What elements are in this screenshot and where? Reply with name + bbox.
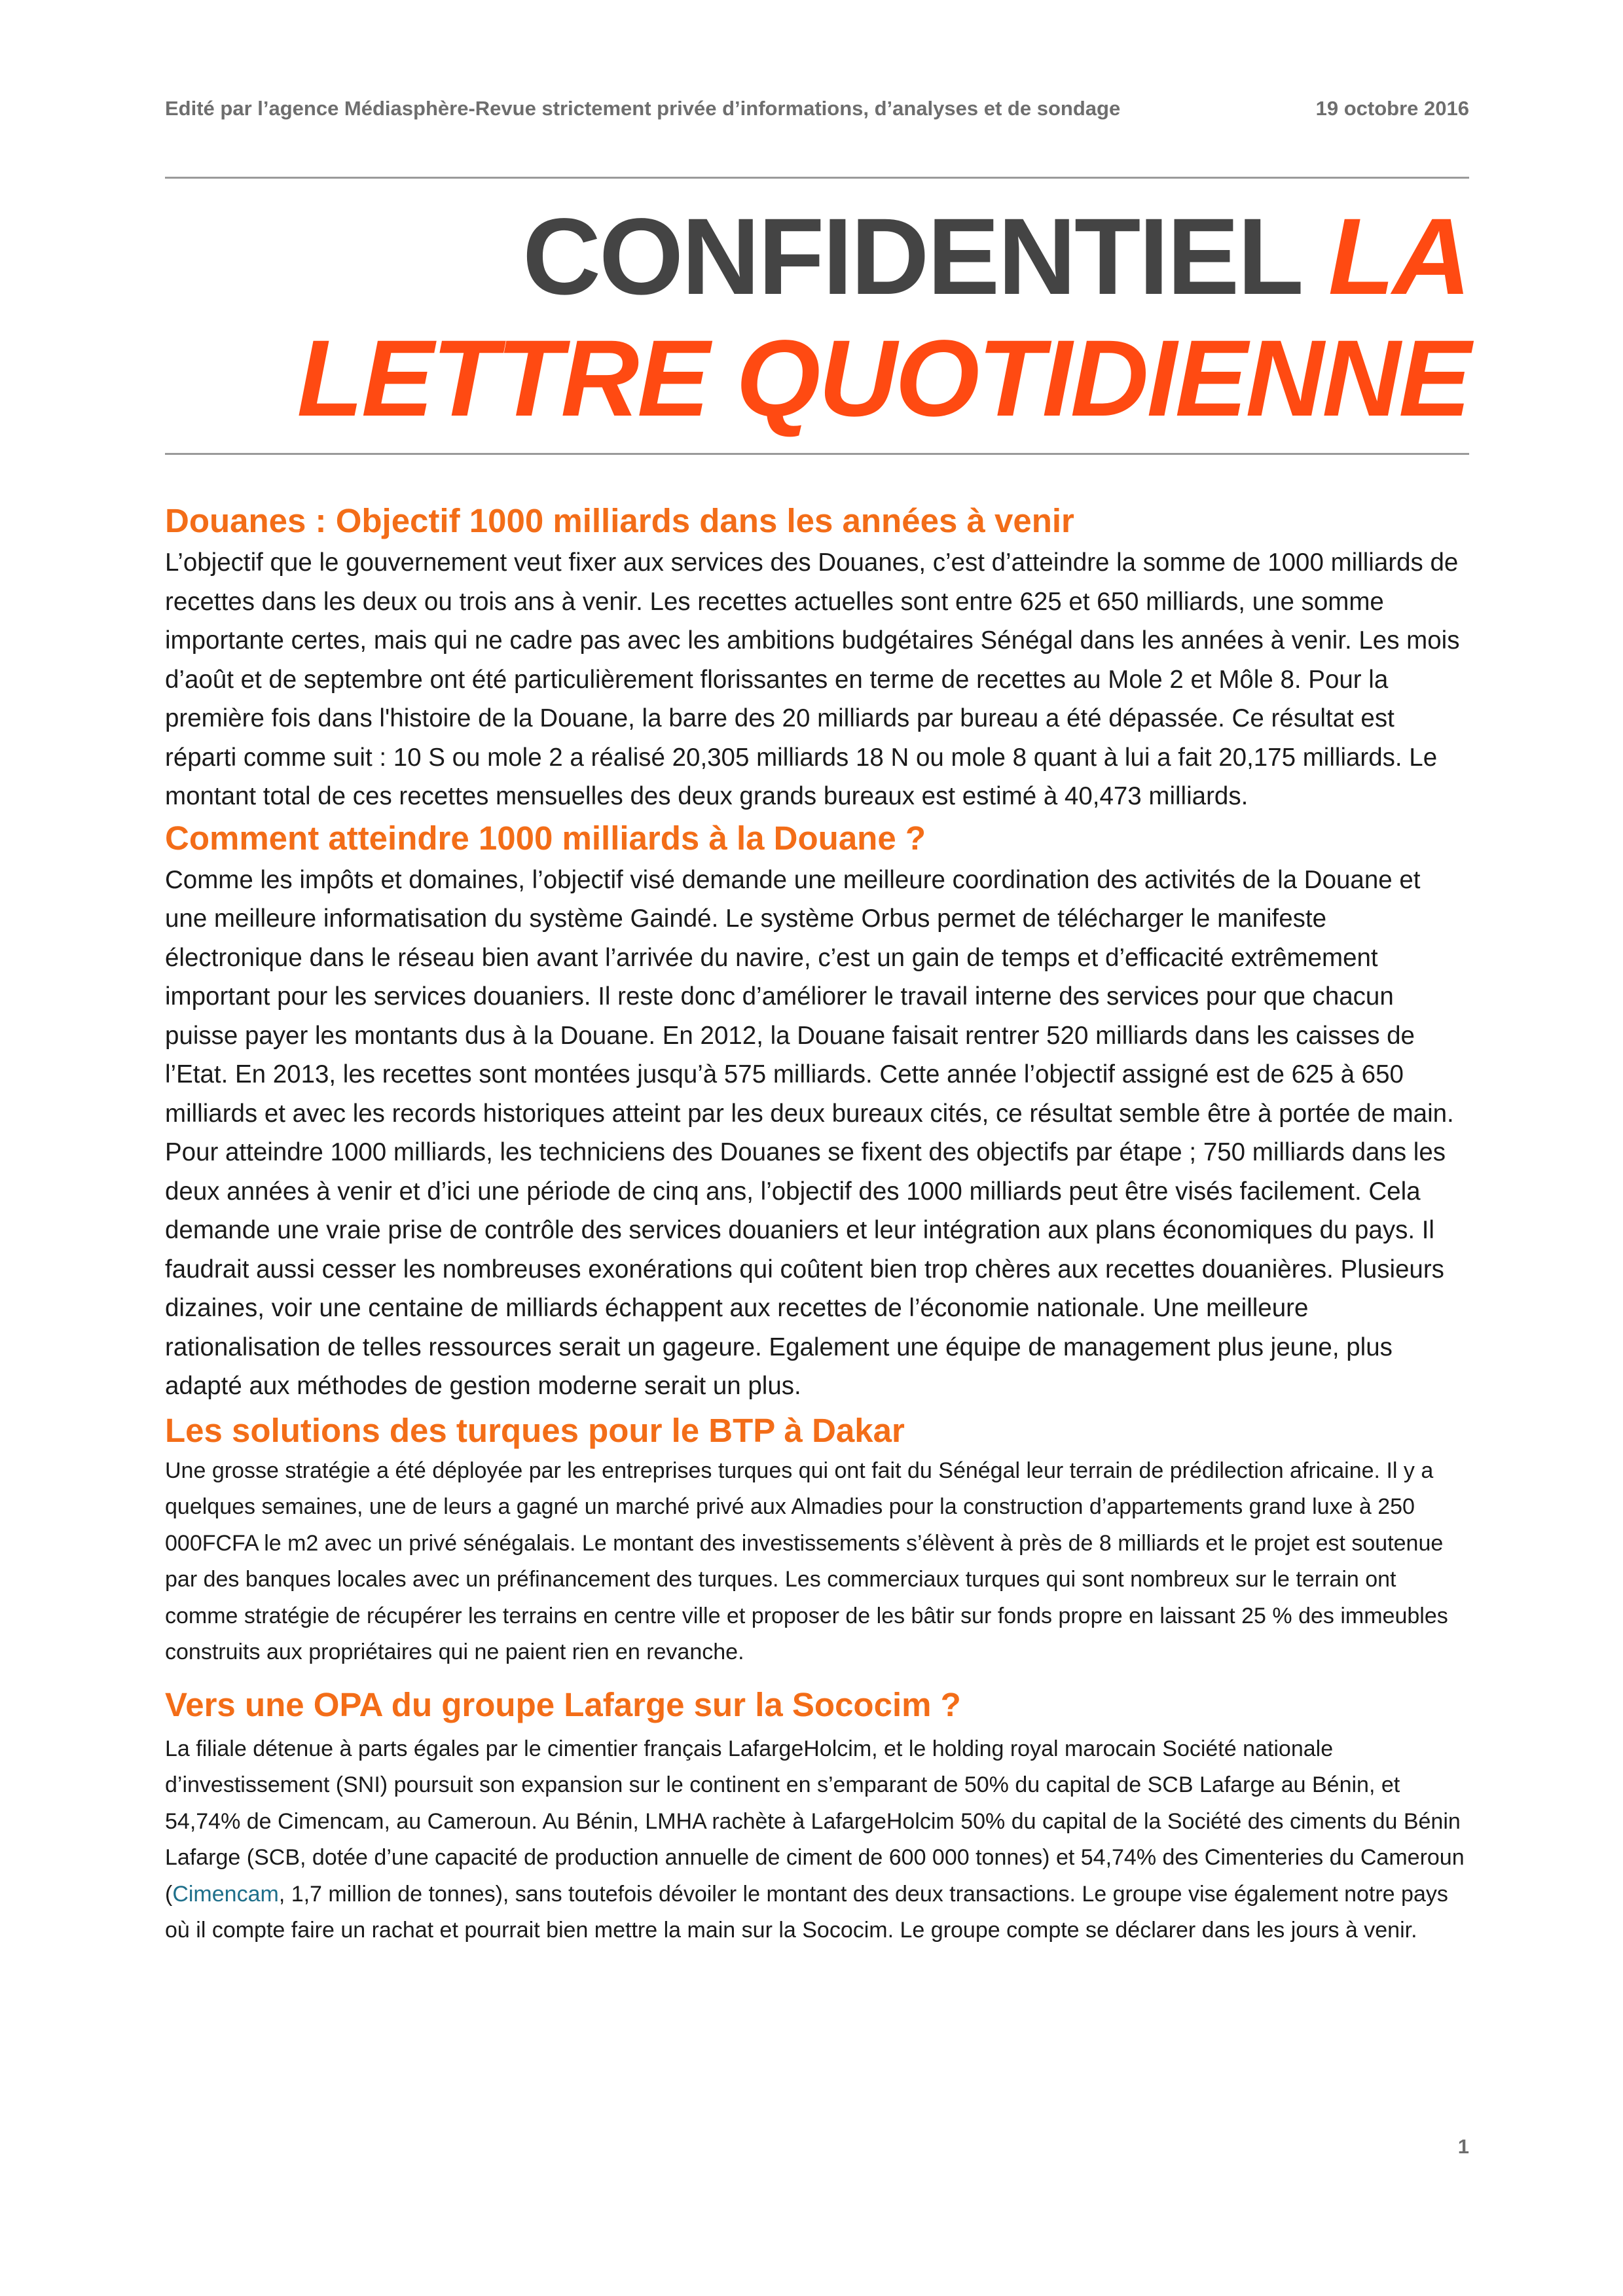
header-meta	[165, 97, 1469, 120]
masthead	[165, 196, 1469, 440]
masthead-line-1	[165, 196, 1469, 318]
issue-date: 19 octobre 2016	[1315, 97, 1469, 120]
article-title: Vers une OPA du groupe Lafarge sur la Sococim ?	[165, 1685, 961, 1723]
article-title: Douanes : Objectif 1000 milliards dans les années à venir	[165, 502, 1074, 539]
masthead-word-confidentiel: CONFIDENTIEL	[522, 196, 1300, 317]
article-title: Les solutions des turques pour le BTP à Dakar	[165, 1411, 905, 1449]
article-body-part-1: La filiale détenue à parts égales par le cimentier français LafargeHolcim, et le holding royal marocain Société nationale d’investissement (SNI) poursuit son expansion sur le continent en s’emparant de 50% du capital de SCB Lafarge au Bénin, et 54,74% de Cimencam, au Cameroun. Au Bénin, LMHA rachète à LafargeHolcim 50% du capital de la Société des ciments du Bénin Lafarge (SCB, dotée d’une capacité de production annuelle de ciment de 600 000 tonnes) et 54,74% des Cimenteries du Cameroun (	[165, 1736, 1465, 1907]
article-body: Comme les impôts et domaines, l’objectif visé demande une meilleure coordination des activités de la Douane et une meilleure informatisation du système Gaindé. Le système Orbus permet de télécharger le manifeste électronique dans le réseau bien avant l’arrivée du navire, c’est un gain de temps et d’efficacité extrêmement important pour les services douaniers. Il reste donc d’améliorer le travail interne des services pour que chacun puisse payer les montants dus à la Douane. En 2012, la Douane faisait rentrer 520 milliards dans les caisses de l’Etat. En 2013, les recettes sont montées jusqu’à 575 milliards. Cette année l’objectif assigné est de 625 à 650 milliards et avec les records historiques atteint par les deux bureaux cités, ce résultat semble être à portée de main. Pour atteindre 1000 milliards, les techniciens des Douanes se fixent des objectifs par étape ; 750 milliards dans les deux années à venir et d’ici une période de cinq ans, l’objectif des 1000 milliards peut être visés facilement. Cela demande une vraie prise de contrôle des services douaniers et leur intégration aux plans économiques du pays. Il faudrait aussi cesser les nombreuses exonérations qui coûtent bien trop chères aux recettes douanières. Plusieurs dizaines, voir une centaine de milliards échappent aux recettes de l’économie nationale. Une meilleure rationalisation de telles ressources serait un gageure. Egalement une équipe de management plus jeune, plus adapté aux méthodes de gestion moderne serait un plus.	[165, 865, 1454, 1400]
top-divider	[165, 177, 1469, 179]
article-opa-lafarge	[165, 1683, 1469, 1949]
cimencam-link[interactable]: Cimencam	[172, 1881, 279, 1907]
article-body-part-2: , 1,7 million de tonnes), sans toutefois dévoiler le montant des deux transactions. Le groupe vise également notre pays où il compte faire un rachat et pourrait bien mettre la main sur la Sococim. Le groupe compte se déclarer dans les jours à venir.	[165, 1881, 1448, 1943]
masthead-word-lettre-quotidienne: LETTRE QUOTIDIENNE	[297, 318, 1469, 439]
article-column	[165, 499, 1469, 1949]
article-solutions-turques	[165, 1408, 1469, 1671]
article-body: Une grosse stratégie a été déployée par les entreprises turques qui ont fait du Sénégal leur terrain de prédilection africaine. Il y a quelques semaines, une de leurs a gagné un marché privé aux Almadies pour la construction d’appartements grand luxe à 250 000FCFA le m2 avec un privé sénégalais. Le montant des investissements s’élèvent à près de 8 milliards et le projet est soutenue par des banques locales avec un préfinancement des turques. Les commerciaux turques qui sont nombreux sur le terrain ont comme stratégie de récupérer les terrains en centre ville et proposer de les bâtir sur fonds propre en laissant 25 % des immeubles construits aux propriétaires qui ne paient rien en revanche.	[165, 1458, 1448, 1664]
masthead-line-2	[165, 318, 1469, 440]
bottom-divider	[165, 453, 1469, 455]
article-body	[165, 1731, 1469, 1949]
article-body: L’objectif que le gouvernement veut fixer aux services des Douanes, c’est d’atteindre la somme de 1000 milliards de recettes dans les deux ou trois ans à venir. Les recettes actuelles sont entre 625 et 650 milliards, une somme importante certes, mais qui ne cadre pas avec les ambitions budgétaires Sénégal dans les années à venir. Les mois d’août et de septembre ont été particulièrement florissantes en terme de recettes au Mole 2 et Môle 8. Pour la première fois dans l'histoire de la Douane, la barre des 20 milliards par bureau a été dépassée. Ce résultat est réparti comme suit : 10 S ou mole 2 a réalisé 20,305 milliards 18 N ou mole 8 quant à lui a fait 20,175 milliards. Le montant total de ces recettes mensuelles des deux grands bureaux est estimé à 40,473 milliards.	[165, 548, 1460, 810]
article-title: Comment atteindre 1000 milliards à la Douane ?	[165, 819, 926, 857]
page-number: 1	[1457, 2135, 1469, 2158]
masthead-word-la: LA	[1328, 196, 1469, 317]
article-comment-atteindre	[165, 816, 1469, 1406]
article-douanes-objectif	[165, 499, 1469, 816]
publisher-line: Edité par l’agence Médiasphère-Revue strictement privée d’informations, d’analyses et de sondage	[165, 97, 1121, 120]
